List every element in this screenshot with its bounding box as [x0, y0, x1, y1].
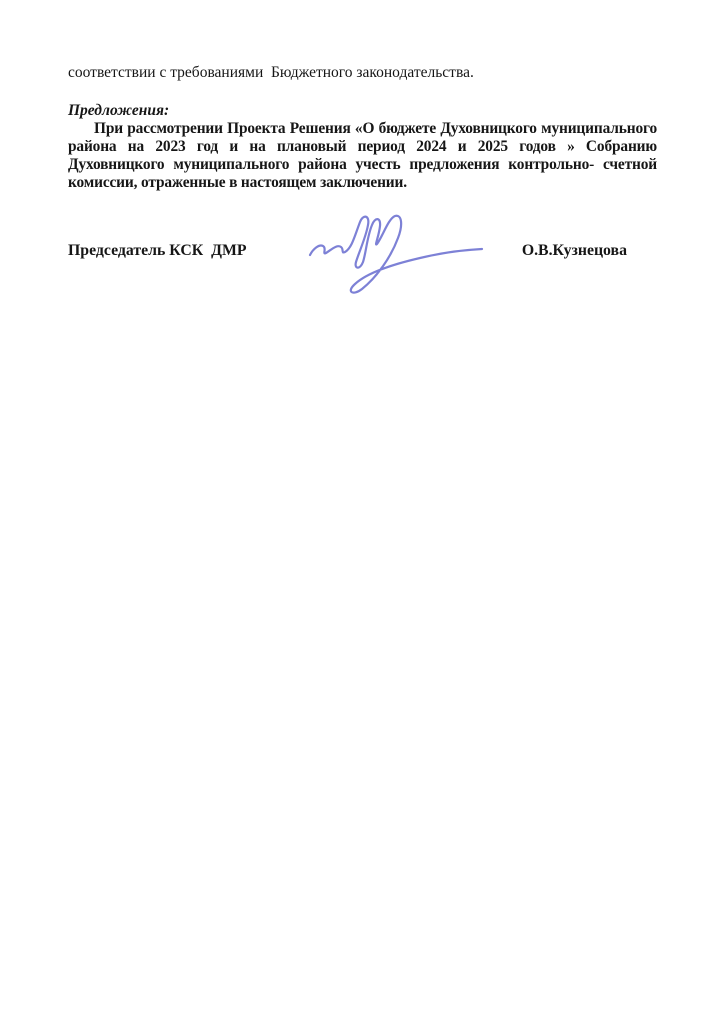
signer-position-title: Председатель КСК ДМР	[68, 242, 247, 259]
document-content	[68, 0, 657, 260]
signer-name: О.В.Кузнецова	[521, 242, 627, 259]
signature-row	[68, 242, 657, 260]
proposals-heading: Предложения:	[68, 102, 170, 119]
continuation-line: соответствии с требованиями Бюджетного законодательства.	[68, 64, 474, 81]
proposals-paragraph: При рассмотрении Проекта Решения «О бюджете Духовницкого муниципального района на 2023 год и на плановый период 2024 и 2025 годов » Собранию Духовницкого муниципального района учесть предложения контрольно- счетной комиссии, отраженные в настоящем заключении.	[68, 120, 657, 191]
